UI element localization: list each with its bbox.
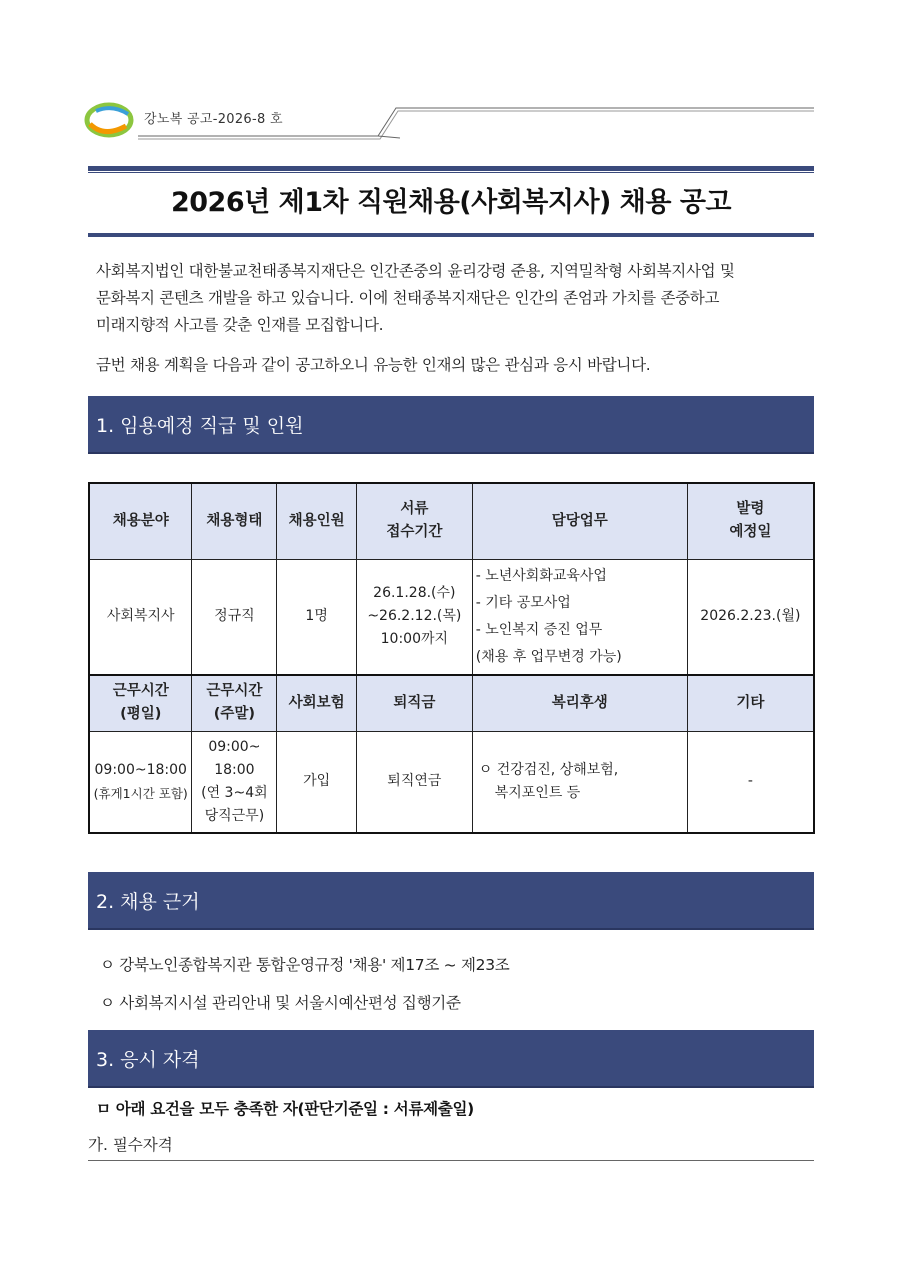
section-heading-3: 3. 응시 자격 <box>88 1030 814 1088</box>
table-header-row <box>89 483 814 559</box>
notice-header <box>84 100 814 140</box>
table-header-cell <box>687 483 814 559</box>
table-header-cell: 복리후생 <box>472 675 687 731</box>
cell-line: 복지포인트 등 <box>494 784 581 801</box>
table-header-cell: 퇴직금 <box>356 675 472 731</box>
table-cell: 2026.2.23.(월) <box>687 559 814 675</box>
intro-line: 사회복지법인 대한불교천태종복지재단은 인간존중의 윤리강령 준용, 지역밀착형 사회복지사업 및 <box>96 262 735 280</box>
table-cell: 1명 <box>277 559 357 675</box>
intro-line: 문화복지 콘텐츠 개발을 하고 있습니다. 이에 천태종복지재단은 인간의 존엄과 가치를 존중하고 <box>96 289 720 307</box>
section-heading-2: 2. 채용 근거 <box>88 872 814 930</box>
cell-line: 09:00~ <box>208 738 261 755</box>
basis-item: ㅇ 강북노인종합복지관 통합운영규정 '채용' 제17조 ~ 제23조 <box>100 956 510 974</box>
title-rule-top-thin <box>88 172 814 173</box>
header-line: 발령 <box>736 501 765 518</box>
header-line: (주말) <box>213 706 256 723</box>
table-cell <box>89 731 192 833</box>
title-rule-top <box>88 166 814 171</box>
table-header-cell: 채용분야 <box>89 483 192 559</box>
table-row <box>89 559 814 675</box>
cell-line: 26.1.28.(수) <box>373 585 456 602</box>
cell-line: 18:00 <box>214 761 255 778</box>
table-header-cell <box>356 483 472 559</box>
cell-line: 10:00까지 <box>380 631 449 648</box>
qualification-subheading: 가. 필수자격 <box>88 1136 173 1154</box>
cell-line: 09:00~18:00 <box>94 761 187 778</box>
cell-line: - 기타 공모사업 <box>475 594 571 611</box>
header-line: 서류 <box>400 501 429 518</box>
table-cell: 정규직 <box>192 559 277 675</box>
table-header-cell: 담당업무 <box>472 483 687 559</box>
cell-line: ㅇ 건강검진, 상해보험, <box>478 761 619 778</box>
table-cell: 퇴직연금 <box>356 731 472 833</box>
cell-line: - 노년사회화교육사업 <box>475 567 607 584</box>
bottom-rule <box>88 1160 814 1161</box>
table-header-cell: 채용형태 <box>192 483 277 559</box>
intro-paragraph <box>96 258 812 339</box>
header-line: 근무시간 <box>206 683 263 700</box>
basis-item: ㅇ 사회복지시설 관리안내 및 서울시예산편성 집행기준 <box>100 994 461 1012</box>
table-cell <box>472 731 687 833</box>
table-header-cell: 사회보험 <box>277 675 357 731</box>
table-cell <box>192 731 277 833</box>
notice-number: 강노복 공고-2026-8 호 <box>144 112 283 127</box>
section-heading-1: 1. 임용예정 직급 및 인원 <box>88 396 814 454</box>
header-line: 예정일 <box>729 524 772 541</box>
table-cell <box>472 559 687 675</box>
table-cell: 가입 <box>277 731 357 833</box>
table-cell: - <box>687 731 814 833</box>
table-header-row <box>89 675 814 731</box>
qualification-heading: ㅁ 아래 요건을 모두 충족한 자(판단기준일 : 서류제출일) <box>96 1100 474 1118</box>
title-rule-bottom <box>88 233 814 237</box>
header-line: 근무시간 <box>112 683 169 700</box>
table-header-cell <box>89 675 192 731</box>
cell-line: - 노인복지 증진 업무 <box>475 621 603 638</box>
document-title: 2026년 제1차 직원채용(사회복지사) 채용 공고 <box>170 187 732 218</box>
table-cell <box>356 559 472 675</box>
intro-line: 미래지향적 사고를 갖춘 인재를 모집합니다. <box>96 316 384 334</box>
table-header-cell: 기타 <box>687 675 814 731</box>
table-cell: 사회복지사 <box>89 559 192 675</box>
header-line: 접수기간 <box>386 524 443 541</box>
cell-line: 당직근무) <box>204 807 265 824</box>
intro-paragraph-2: 금번 채용 계획을 다음과 같이 공고하오니 유능한 인재의 많은 관심과 응시 바랍니다. <box>96 356 651 374</box>
cell-line: ~26.2.12.(목) <box>367 608 462 625</box>
table-header-cell: 채용인원 <box>277 483 357 559</box>
table-row <box>89 731 814 833</box>
foundation-logo-icon <box>84 102 138 138</box>
header-line: (평일) <box>120 706 162 723</box>
recruitment-table <box>88 482 815 834</box>
cell-line: (연 3~4회 <box>201 784 268 801</box>
cell-line: (휴게1시간 포함) <box>93 785 188 801</box>
cell-line: (채용 후 업무변경 가능) <box>475 648 622 665</box>
table-header-cell <box>192 675 277 731</box>
